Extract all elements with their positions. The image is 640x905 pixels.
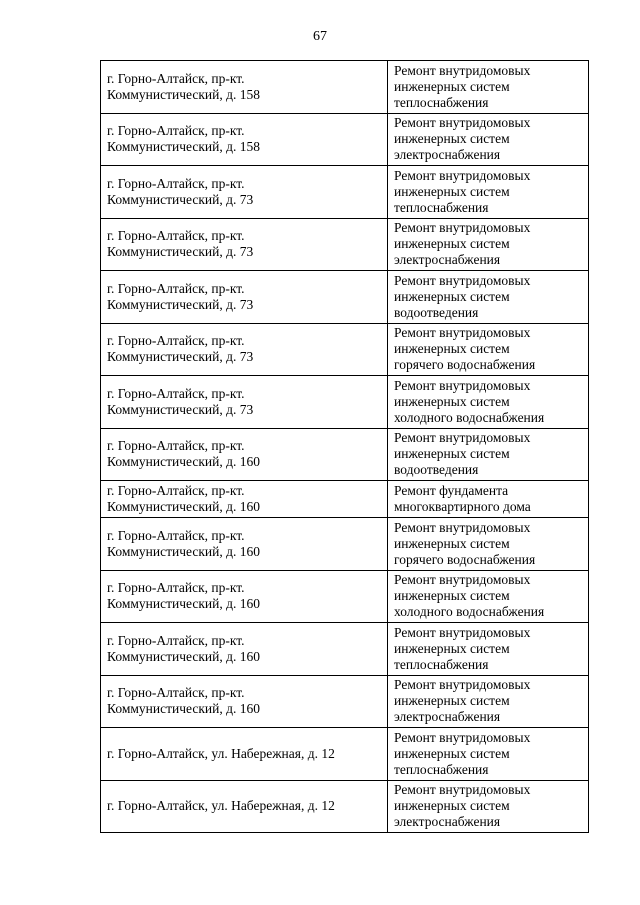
work-type-line: Ремонт внутридомовых — [394, 624, 531, 640]
work-type-cell — [388, 675, 589, 728]
address-line: г. Горно-Алтайск, ул. Набережная, д. 12 — [107, 745, 335, 761]
address-line: г. Горно-Алтайск, пр-кт. — [107, 483, 245, 498]
address-cell — [101, 323, 388, 376]
work-type-line: инженерных систем — [394, 236, 510, 252]
address-line: Коммунистический, д. 158 — [107, 139, 260, 155]
address-cell — [101, 570, 388, 623]
work-type-line: водоотведения — [394, 304, 479, 320]
address-line: г. Горно-Алтайск, пр-кт. — [107, 685, 245, 701]
work-type-line: инженерных систем — [394, 341, 510, 357]
work-type-line: холодного водоснабжения — [394, 409, 545, 425]
table-row — [101, 218, 589, 271]
address-cell — [101, 113, 388, 166]
work-type-line: Ремонт внутридомовых — [394, 220, 531, 236]
work-type-line: инженерных систем — [394, 393, 510, 409]
work-type-cell — [388, 218, 589, 271]
address-line: Коммунистический, д. 73 — [107, 296, 254, 312]
address-cell — [101, 780, 388, 833]
table-row — [101, 675, 589, 728]
address-cell — [101, 61, 388, 114]
address-line: Коммунистический, д. 160 — [107, 701, 260, 717]
work-type-line: теплоснабжения — [394, 199, 489, 215]
table-row — [101, 113, 589, 166]
address-cell — [101, 166, 388, 219]
work-type-line: электроснабжения — [394, 252, 501, 268]
address-line: г. Горно-Алтайск, пр-кт. — [107, 70, 245, 86]
work-type-line: Ремонт фундамента — [394, 483, 509, 498]
work-type-line: водоотведения — [394, 462, 479, 478]
table-row — [101, 61, 589, 114]
table-row — [101, 518, 589, 571]
address-line: Коммунистический, д. 73 — [107, 191, 254, 207]
work-type-cell — [388, 481, 589, 518]
work-type-line: Ремонт внутридомовых — [394, 677, 531, 693]
work-type-line: Ремонт внутридомовых — [394, 115, 531, 131]
address-line: г. Горно-Алтайск, пр-кт. — [107, 580, 245, 596]
work-type-line: Ремонт внутридомовых — [394, 377, 531, 393]
work-type-cell — [388, 428, 589, 481]
work-type-line: инженерных систем — [394, 131, 510, 147]
work-type-cell — [388, 623, 589, 676]
work-type-line: инженерных систем — [394, 693, 510, 709]
address-line: г. Горно-Алтайск, пр-кт. — [107, 632, 245, 648]
address-line: Коммунистический, д. 158 — [107, 86, 260, 102]
address-cell — [101, 376, 388, 429]
address-line: Коммунистический, д. 160 — [107, 454, 260, 470]
work-type-line: электроснабжения — [394, 147, 501, 163]
work-type-line: Ремонт внутридомовых — [394, 272, 531, 288]
work-type-line: инженерных систем — [394, 640, 510, 656]
address-cell — [101, 218, 388, 271]
address-cell — [101, 428, 388, 481]
address-line: г. Горно-Алтайск, пр-кт. — [107, 333, 245, 349]
work-type-line: электроснабжения — [394, 709, 501, 725]
table-row — [101, 166, 589, 219]
page-number: 67 — [313, 29, 327, 44]
work-type-line: Ремонт внутридомовых — [394, 729, 531, 745]
table-row — [101, 481, 589, 518]
work-type-cell — [388, 113, 589, 166]
work-type-line: Ремонт внутридомовых — [394, 430, 531, 446]
work-type-line: Ремонт внутридомовых — [394, 62, 531, 78]
work-type-line: Ремонт внутридомовых — [394, 572, 531, 588]
table-row — [101, 271, 589, 324]
work-type-cell — [388, 61, 589, 114]
address-cell — [101, 271, 388, 324]
work-type-line: теплоснабжения — [394, 94, 489, 110]
work-type-line: Ремонт внутридомовых — [394, 167, 531, 183]
address-cell — [101, 728, 388, 781]
table-row — [101, 428, 589, 481]
address-line: Коммунистический, д. 73 — [107, 349, 254, 365]
works-table — [100, 60, 589, 833]
address-line: г. Горно-Алтайск, пр-кт. — [107, 527, 245, 543]
address-line: Коммунистический, д. 160 — [107, 596, 260, 612]
work-type-line: Ремонт внутридомовых — [394, 519, 531, 535]
work-type-line: инженерных систем — [394, 745, 510, 761]
table-row — [101, 570, 589, 623]
work-type-line: инженерных систем — [394, 78, 510, 94]
address-line: Коммунистический, д. 73 — [107, 244, 254, 260]
work-type-line: электроснабжения — [394, 814, 501, 830]
address-line: Коммунистический, д. 160 — [107, 543, 260, 559]
work-type-line: инженерных систем — [394, 446, 510, 462]
address-line: г. Горно-Алтайск, пр-кт. — [107, 385, 245, 401]
work-type-line: инженерных систем — [394, 798, 510, 814]
address-line: г. Горно-Алтайск, пр-кт. — [107, 123, 245, 139]
address-cell — [101, 481, 388, 518]
table-row — [101, 623, 589, 676]
table-row — [101, 780, 589, 833]
table-row — [101, 728, 589, 781]
work-type-cell — [388, 166, 589, 219]
address-line: Коммунистический, д. 160 — [107, 499, 260, 514]
work-type-cell — [388, 780, 589, 833]
table-row — [101, 323, 589, 376]
address-line: г. Горно-Алтайск, пр-кт. — [107, 438, 245, 454]
work-type-line: теплоснабжения — [394, 656, 489, 672]
address-cell — [101, 675, 388, 728]
work-type-line: Ремонт внутридомовых — [394, 782, 531, 798]
work-type-cell — [388, 518, 589, 571]
address-line: г. Горно-Алтайск, пр-кт. — [107, 280, 245, 296]
work-type-cell — [388, 323, 589, 376]
work-type-line: многоквартирного дома — [394, 499, 531, 514]
table-row — [101, 376, 589, 429]
work-type-line: инженерных систем — [394, 183, 510, 199]
work-type-cell — [388, 728, 589, 781]
work-type-line: инженерных систем — [394, 288, 510, 304]
address-line: г. Горно-Алтайск, ул. Набережная, д. 12 — [107, 798, 335, 814]
work-type-line: горячего водоснабжения — [394, 551, 536, 567]
work-type-cell — [388, 570, 589, 623]
address-cell — [101, 623, 388, 676]
address-line: Коммунистический, д. 73 — [107, 401, 254, 417]
address-line: г. Горно-Алтайск, пр-кт. — [107, 228, 245, 244]
work-type-line: инженерных систем — [394, 588, 510, 604]
table-body — [101, 61, 589, 833]
work-type-cell — [388, 271, 589, 324]
address-line: Коммунистический, д. 160 — [107, 648, 260, 664]
work-type-line: инженерных систем — [394, 535, 510, 551]
work-type-line: холодного водоснабжения — [394, 604, 545, 620]
address-line: г. Горно-Алтайск, пр-кт. — [107, 175, 245, 191]
work-type-line: Ремонт внутридомовых — [394, 325, 531, 341]
work-type-line: теплоснабжения — [394, 761, 489, 777]
work-type-cell — [388, 376, 589, 429]
work-type-line: горячего водоснабжения — [394, 357, 536, 373]
address-cell — [101, 518, 388, 571]
